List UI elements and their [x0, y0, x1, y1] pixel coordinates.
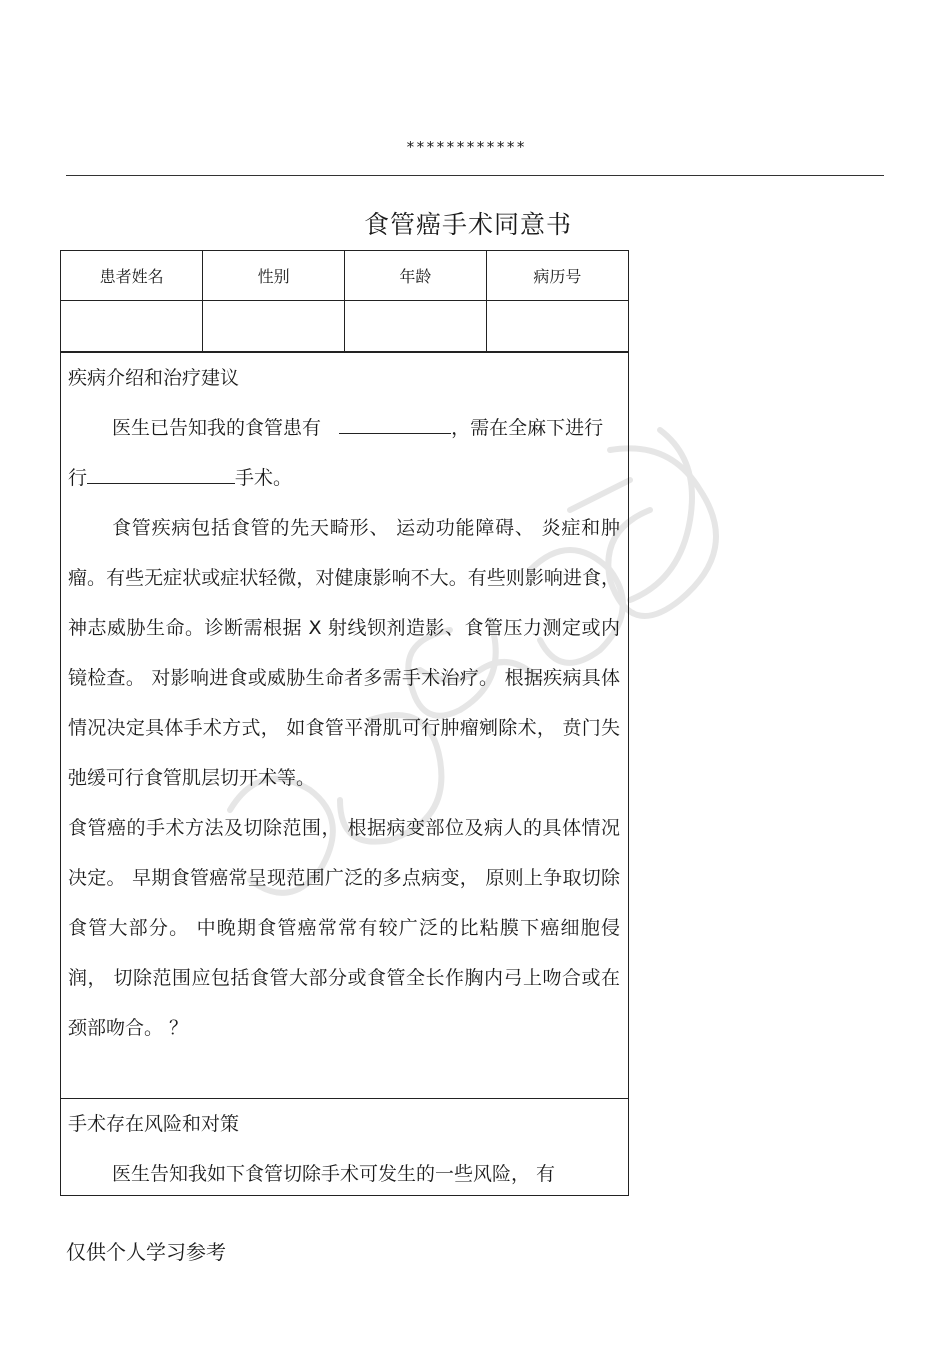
surgery-method-paragraph: 食管癌的手术方法及切除范围， 根据病变部位及病人的具体情况决定。 早期食管癌常呈现范围广泛的多点病变， 原则上争取切除食管大部分。 中晚期食管癌常常有较广泛的比粘膜下癌细胞侵润， 切除范围应包括食管大部分或食管全长作胸内弓上吻合或在颈部吻合。 ？ — [68, 817, 620, 1039]
header-divider — [66, 175, 884, 176]
header-gender: 性别 — [203, 251, 345, 301]
header-patient-name: 患者姓名 — [61, 251, 203, 301]
value-patient-name[interactable] — [61, 301, 203, 352]
surgery-type-blank[interactable] — [87, 453, 235, 484]
section-heading: 疾病介绍和治疗建议 — [68, 367, 240, 389]
consent-form — [60, 250, 629, 1196]
diagnosis-text-b: ，需在全麻下进行 — [451, 417, 604, 439]
document-title: 食管癌手术同意书 — [363, 210, 572, 239]
header-age: 年龄 — [345, 251, 487, 301]
header-record-number: 病历号 — [486, 251, 628, 301]
disease-description-paragraph: 食管疾病包括食管的先天畸形、 运动功能障碍、 炎症和肿瘤。有些无症状或症状轻微，对健康影响不大。有些则影响进食，神志威胁生命。诊断需根据 X 射线钡剂造影、食管压力测定或内镜检查。 对影响进食或威胁生命者多需手术治疗。 根据疾病具体情况决定具体手术方式， 如食管平滑肌可行肿瘤剜除术， 贲门失弛缓可行食管肌层切开术等。 — [68, 517, 620, 789]
section-disease-intro — [61, 352, 628, 1098]
value-age[interactable] — [345, 301, 487, 352]
diagnosis-paragraph: 医生已告知我的食管患有 ，需在全麻下进行 行 手术。 — [68, 403, 620, 503]
diagnosis-text-c: 手术。 — [235, 467, 293, 489]
value-record-number[interactable] — [486, 301, 628, 352]
diagnosis-blank[interactable] — [339, 403, 451, 434]
value-gender[interactable] — [203, 301, 345, 352]
section-surgery-risks — [61, 1098, 628, 1195]
header-mark: ************ — [405, 138, 527, 156]
section-heading: 手术存在风险和对策 — [68, 1113, 240, 1135]
patient-info-table — [61, 251, 628, 352]
footer-note: 仅供个人学习参考 — [66, 1240, 226, 1264]
diagnosis-text-a: 医生已告知我的食管患有 — [112, 417, 322, 439]
risk-paragraph: 医生告知我如下食管切除手术可发生的一些风险， 有 — [112, 1163, 556, 1185]
